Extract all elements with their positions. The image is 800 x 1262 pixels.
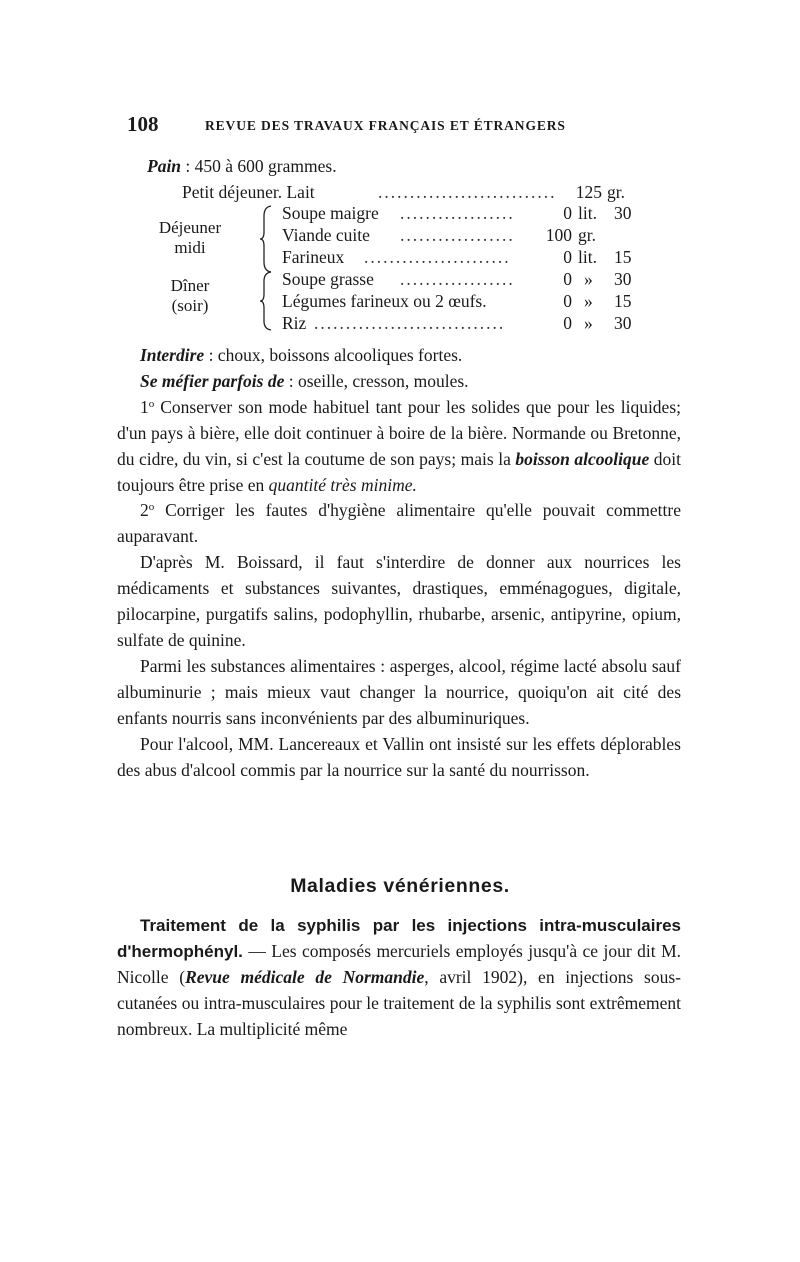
interdire-label: Interdire — [140, 345, 205, 365]
diet-item: Viande cuite — [282, 225, 370, 245]
diet-item: Farineux — [282, 247, 345, 267]
diet-qty: 125 — [575, 182, 602, 202]
pain-text: : 450 à 600 grammes. — [181, 156, 337, 176]
diet-item: Légumes farineux ou 2 œufs. — [282, 291, 487, 311]
leader-dots: .................. — [400, 203, 515, 223]
diet-extra: 30 — [614, 269, 632, 289]
emphasis: boisson alcoolique — [515, 448, 650, 469]
diet-row — [282, 269, 642, 291]
leader-dots: .............................. — [314, 313, 506, 333]
diet-extra: 30 — [614, 203, 632, 223]
paragraph-5: Pour l'alcool, MM. Lancereaux et Vallin ont insisté sur les effets déplorables des abus d'alcool commis par la nourrice sur la santé du nourrisson. — [117, 733, 681, 780]
body-text — [117, 343, 681, 783]
list-number: 2 — [140, 500, 149, 521]
article — [117, 913, 681, 1043]
diet-qty: 0 — [563, 203, 572, 223]
mefier-line — [117, 369, 681, 395]
meal-label-line: midi — [174, 238, 206, 257]
leader-dots: ............................ — [378, 182, 557, 202]
diet-unit: » — [584, 313, 593, 333]
paragraph-3: D'après M. Boissard, il faut s'interdire de donner aux nourrices les médicaments et substances suivantes, drastiques, emménagogues, digitale, pilocarpine, purgatifs salins, podophyllin, rhubarbe, arsenic, antipyrine, opium, sulfate de quinine. — [117, 552, 681, 650]
article-title: Traitement de la syphilis par les injections intra-musculaires d'hermophényl. — [117, 916, 681, 961]
section-title: Maladies vénériennes. — [290, 875, 510, 897]
paragraph-text: doit toujours être prise en — [117, 448, 681, 495]
journal-name: Revue médicale de Normandie — [185, 966, 425, 987]
diet-unit: » — [584, 291, 593, 311]
diet-row — [282, 313, 642, 335]
paragraph-2 — [117, 498, 681, 550]
interdire-line — [117, 343, 681, 369]
mefier-label: Se méfier parfois de — [140, 370, 285, 391]
diet-qty: 0 — [563, 291, 572, 311]
diet-unit: » — [584, 269, 593, 289]
page-header — [127, 112, 682, 138]
leader-dots: .................. — [400, 225, 515, 245]
page-number: 108 — [127, 112, 159, 136]
meal-label-dejeuner — [147, 218, 233, 258]
diet-row — [282, 247, 642, 269]
diet-extra: 15 — [614, 247, 632, 267]
brace-dejeuner — [259, 204, 275, 274]
diet-item: Petit déjeuner. Lait — [182, 182, 315, 202]
diet-qty: 0 — [563, 313, 572, 333]
diet-unit: lit. — [578, 203, 597, 223]
paragraph-4: Parmi les substances alimentaires : asperges, alcool, régime lacté absolu sauf albuminurie ; mais mieux vaut changer la nourrice, quoiqu'on ait cité des enfants nourris sans inconvénients par des albuminuriques. — [117, 655, 681, 728]
meal-label-line: Dîner — [170, 276, 210, 295]
meal-label-line: (soir) — [171, 296, 209, 315]
list-number: 1 — [140, 396, 149, 417]
diet-row — [282, 203, 642, 225]
pain-line — [147, 156, 337, 177]
ordinal-sup: o — [148, 397, 155, 410]
diet-unit: gr. — [607, 182, 625, 202]
brace-diner — [259, 270, 275, 332]
article-dash: — — [242, 940, 272, 961]
meal-label-line: Déjeuner — [158, 218, 222, 237]
running-title: REVUE DES TRAVAUX FRANÇAIS ET ÉTRANGERS — [205, 118, 566, 133]
diet-extra: 15 — [614, 291, 632, 311]
pain-label: Pain — [147, 156, 182, 176]
article-text: , avril 1902), en injections sous-cutanées ou intra-musculaires pour le traitement de la syphilis sont extrêmement nombreux. La multiplicité même — [117, 966, 681, 1039]
ordinal-sup: o — [148, 501, 155, 514]
diet-qty: 100 — [545, 225, 572, 245]
paragraph-text: Corriger les fautes d'hygiène alimentaire qu'elle pouvait commettre auparavant. — [117, 500, 681, 547]
diet-qty: 0 — [563, 269, 572, 289]
article-text: Les composés mercuriels employés jusqu'à ce jour dit M. Nicolle ( — [117, 940, 682, 987]
meal-label-diner — [147, 276, 233, 316]
diet-unit: gr. — [578, 225, 596, 245]
diet-row — [282, 225, 642, 247]
diet-row-petit-dejeuner — [182, 182, 642, 204]
leader-dots: .................. — [400, 269, 515, 289]
interdire-text: : choux, boissons alcooliques fortes. — [204, 345, 463, 365]
diet-item: Soupe grasse — [282, 269, 374, 289]
diet-item: Soupe maigre — [282, 203, 379, 223]
diet-item: Riz — [282, 313, 307, 333]
emphasis: quantité très minime. — [268, 474, 417, 495]
leader-dots: ....................... — [364, 247, 511, 267]
paragraph-text: Conserver son mode habituel tant pour les solides que pour les liquides; d'un pays à bière, elle doit continuer à boire de la bière. Normande ou Bretonne, du cidre, du vin, si c'est la coutume de son pays; mais la — [117, 396, 681, 469]
paragraph-1 — [117, 395, 681, 499]
diet-extra: 30 — [614, 313, 632, 333]
diet-unit: lit. — [578, 247, 597, 267]
article-paragraph — [117, 913, 681, 1043]
diet-row — [282, 291, 642, 313]
mefier-text: : oseille, cresson, moules. — [284, 370, 469, 391]
diet-qty: 0 — [563, 247, 572, 267]
